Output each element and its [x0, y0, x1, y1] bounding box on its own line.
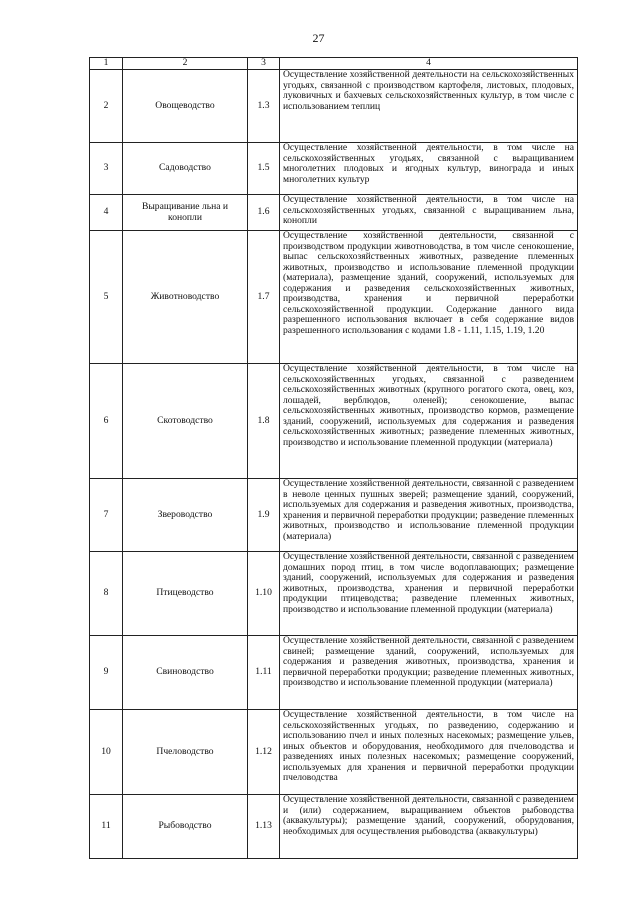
use-description: Осуществление хозяйственной деятельности, в том числе на сельскохозяйственных угодьях, по разведению, содержанию и использованию пчел и иных полезных насекомых; размещение ульев, иных объектов и оборудования, необходимого для пчеловодства и разведениях иных полезных насекомых; размещение сооружений, используемых для хранения и первичной переработки продукции пчеловодства — [280, 710, 578, 795]
use-name: Садоводство — [123, 143, 248, 195]
row-number: 6 — [90, 364, 123, 479]
row-number: 11 — [90, 795, 123, 859]
header-cell-1: 1 — [90, 58, 123, 70]
use-description: Осуществление хозяйственной деятельности, связанной с разведением домашних пород птиц, в том числе водоплавающих; размещение зданий, сооружений, используемых для содержания и разведения животных, производства, хранения и первичной переработки продукции птицеводства; разведение племенных животных, производство и использование племенной продукции (материала) — [280, 552, 578, 636]
use-code: 1.12 — [248, 710, 280, 795]
use-name: Выращивание льна и конопли — [123, 195, 248, 231]
row-number: 7 — [90, 479, 123, 552]
use-code: 1.7 — [248, 231, 280, 364]
use-name: Звероводство — [123, 479, 248, 552]
table-row — [90, 552, 578, 636]
row-number: 2 — [90, 70, 123, 143]
use-code: 1.5 — [248, 143, 280, 195]
use-code: 1.13 — [248, 795, 280, 859]
use-name: Скотоводство — [123, 364, 248, 479]
use-code: 1.6 — [248, 195, 280, 231]
use-name: Пчеловодство — [123, 710, 248, 795]
use-code: 1.8 — [248, 364, 280, 479]
use-code: 1.3 — [248, 70, 280, 143]
use-code: 1.10 — [248, 552, 280, 636]
row-number: 9 — [90, 636, 123, 710]
use-name: Рыбоводство — [123, 795, 248, 859]
row-number: 10 — [90, 710, 123, 795]
table-row — [90, 195, 578, 231]
use-name: Овощеводство — [123, 70, 248, 143]
table-header-row — [90, 58, 578, 70]
table-row — [90, 231, 578, 364]
table-row — [90, 364, 578, 479]
table-row — [90, 710, 578, 795]
use-code: 1.11 — [248, 636, 280, 710]
use-description: Осуществление хозяйственной деятельности, связанной с разведением в неволе ценных пушных зверей; размещение зданий, сооружений, используемых для содержания и разведения животных, производства, хранения и первичной переработки продукции; разведение племенных животных, производство и использование племенной продукции (материала) — [280, 479, 578, 552]
page-number: 27 — [312, 31, 325, 45]
land-use-table — [89, 57, 578, 859]
use-description: Осуществление хозяйственной деятельности на сельскохозяйственных угодьях, связанной с производством картофеля, листовых, плодовых, луковичных и бахчевых сельскохозяйственных культур, в том числе с использованием теплиц — [280, 70, 578, 143]
header-cell-3: 3 — [248, 58, 280, 70]
row-number: 8 — [90, 552, 123, 636]
use-name: Свиноводство — [123, 636, 248, 710]
row-number: 4 — [90, 195, 123, 231]
use-description: Осуществление хозяйственной деятельности, связанной с разведением свиней; размещение зданий, сооружений, используемых для содержания и разведения животных, производства, хранения и первичной переработки продукции; разведение племенных животных, производство и использование племенной продукции (материала) — [280, 636, 578, 710]
row-number: 3 — [90, 143, 123, 195]
table-row — [90, 636, 578, 710]
use-description: Осуществление хозяйственной деятельности, связанной с разведением и (или) содержанием, выращиванием объектов рыбоводства (аквакультуры); размещение зданий, сооружений, оборудования, необходимых для осуществления рыбоводства (аквакультуры) — [280, 795, 578, 859]
header-cell-4: 4 — [280, 58, 578, 70]
table-body — [90, 58, 578, 859]
use-name: Птицеводство — [123, 552, 248, 636]
table-row — [90, 479, 578, 552]
use-description: Осуществление хозяйственной деятельности, в том числе на сельскохозяйственных угодьях, связанной с выращиванием льна, конопли — [280, 195, 578, 231]
table-row — [90, 143, 578, 195]
use-description: Осуществление хозяйственной деятельности, связанной с производством продукции животноводства, в том числе сенокошение, выпас сельскохозяйственных животных, разведение племенных животных, производство и использование племенной продукции (материала), размещение зданий, сооружений, используемых для содержания и разведения сельскохозяйственных животных, производства, хранения и первичной переработки сельскохозяйственной продукции. Содержание данного вида разрешенного использования включает в себя содержание видов разрешенного использования с кодами 1.8 - 1.11, 1.15, 1.19, 1.20 — [280, 231, 578, 364]
table-row — [90, 795, 578, 859]
header-cell-2: 2 — [123, 58, 248, 70]
use-code: 1.9 — [248, 479, 280, 552]
table-row — [90, 70, 578, 143]
row-number: 5 — [90, 231, 123, 364]
use-name: Животноводство — [123, 231, 248, 364]
use-description: Осуществление хозяйственной деятельности, в том числе на сельскохозяйственных угодьях, связанной с разведением сельскохозяйственных животных (крупного рогатого скота, овец, коз, лошадей, верблюдов, оленей); сенокошение, выпас сельскохозяйственных животных, производство кормов, размещение зданий, сооружений, используемых для содержания и разведения сельскохозяйственных животных; разведение племенных животных, производство и использование племенной продукции (материала) — [280, 364, 578, 479]
use-description: Осуществление хозяйственной деятельности, в том числе на сельскохозяйственных угодьях, связанной с выращиванием многолетних плодовых и ягодных культур, винограда и иных многолетних культур — [280, 143, 578, 195]
